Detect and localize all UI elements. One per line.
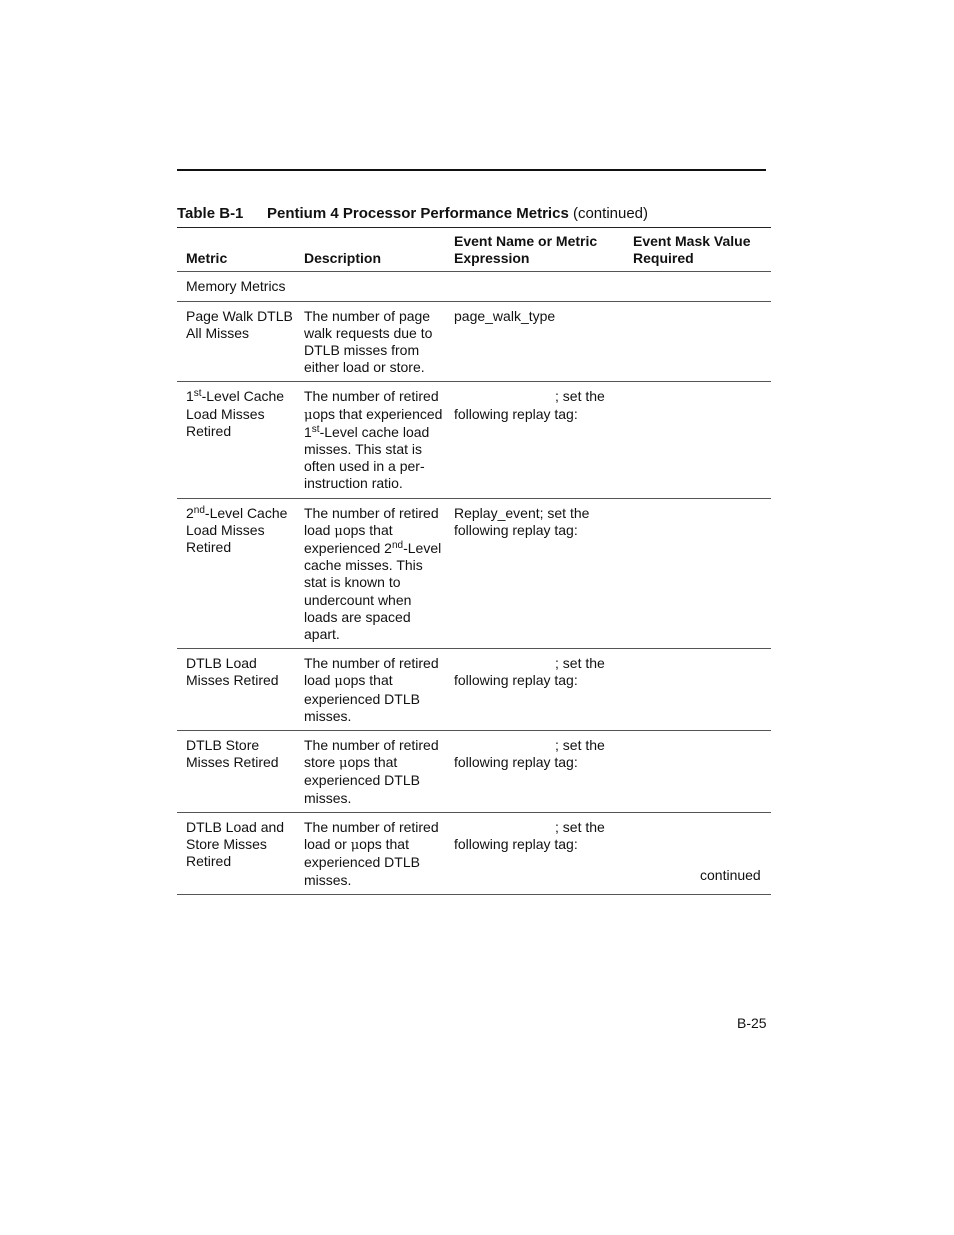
table-row xyxy=(177,301,771,382)
mask-cell xyxy=(624,382,771,498)
continued-note: continued xyxy=(700,867,761,883)
description-cell: The number of retired load or μops that experienced DTLB misses. xyxy=(304,818,439,888)
event-cell: ; set the following replay tag: xyxy=(454,737,605,771)
mask-cell xyxy=(624,731,771,813)
event-cell: page_walk_type xyxy=(454,307,556,324)
header-rule xyxy=(177,169,766,171)
table-header-row xyxy=(177,228,771,272)
micro-symbol: μ xyxy=(350,838,360,854)
description-cell: The number of retired μops that experienced 1st-Level cache load misses. This stat is often used in a per-instruction ratio. xyxy=(304,388,443,492)
event-cell: ; set the following replay tag: xyxy=(454,818,605,853)
header-event-name xyxy=(445,228,624,272)
header-metric: Metric xyxy=(186,250,228,267)
description-cell: The number of retired load μops that experienced DTLB misses. xyxy=(304,655,439,724)
metric-cell: DTLB Load and Store Misses Retired xyxy=(186,818,285,870)
header-event-mask xyxy=(624,228,771,272)
event-cell: ; set the following replay tag: xyxy=(454,388,605,422)
table-row xyxy=(177,498,771,649)
mask-cell xyxy=(624,498,771,649)
metric-cell: DTLB Load Misses Retired xyxy=(186,655,279,689)
mask-cell xyxy=(624,649,771,731)
header-event-line2: Expression xyxy=(454,250,530,267)
table-title: Pentium 4 Processor Performance Metrics xyxy=(267,205,569,222)
description-cell: The number of page walk requests due to DTLB misses from either load or store. xyxy=(304,307,433,376)
description-cell: The number of retired store μops that experienced DTLB misses. xyxy=(304,737,439,806)
metric-cell: 1st-Level Cache Load Misses Retired xyxy=(186,388,285,439)
header-mask-line1: Event Mask Value xyxy=(633,233,751,249)
event-cell: ; set the following replay tag: xyxy=(454,655,605,689)
header-mask-line2: Required xyxy=(633,250,694,267)
page-number: B-25 xyxy=(737,1015,767,1031)
mask-cell xyxy=(624,301,771,382)
metrics-table xyxy=(177,227,771,895)
table-title-suffix: (continued) xyxy=(572,205,649,222)
description-cell: The number of retired load μops that experienced 2nd-Level cache misses. This stat is known to undercount when loads are spaced apart. xyxy=(304,504,442,643)
metric-cell: 2nd-Level Cache Load Misses Retired xyxy=(186,504,288,556)
metric-cell: DTLB Store Misses Retired xyxy=(186,737,279,771)
table-row xyxy=(177,382,771,498)
header-event-line1: Event Name or Metric xyxy=(454,233,598,249)
micro-symbol: μ xyxy=(339,756,348,772)
table-label: Table B-1 xyxy=(177,205,244,222)
event-cell: Replay_event; set the following replay tag: xyxy=(454,504,590,538)
section-row xyxy=(177,272,771,301)
header-description: Description xyxy=(304,250,382,267)
table-row xyxy=(177,731,771,813)
micro-symbol: μ xyxy=(304,407,313,423)
table-caption xyxy=(177,205,648,222)
table-row xyxy=(177,812,771,894)
micro-symbol: μ xyxy=(334,674,343,690)
metric-cell: Page Walk DTLB All Misses xyxy=(186,307,293,341)
micro-symbol: μ xyxy=(334,523,343,539)
table-row xyxy=(177,649,771,731)
section-label: Memory Metrics xyxy=(186,278,286,295)
